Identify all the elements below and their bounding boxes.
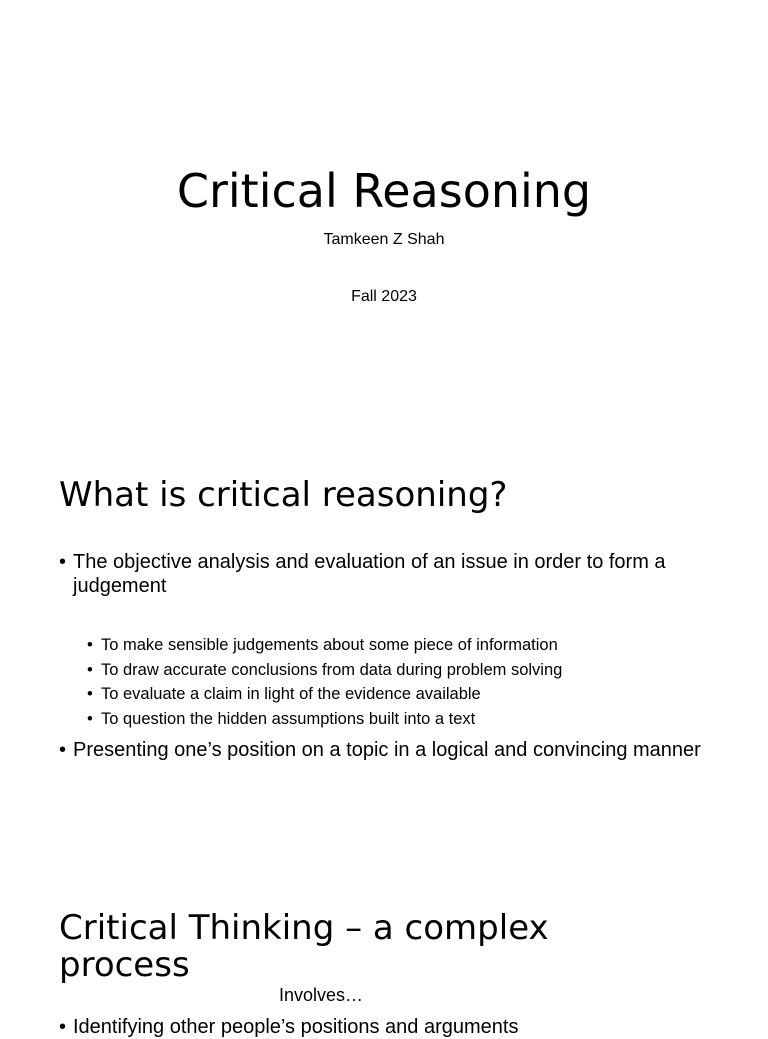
sub-bullet-text: To make sensible judgements about some piece of information: [101, 636, 558, 654]
bullet-item: [59, 1015, 713, 1039]
sub-bullet-text: To draw accurate conclusions from data during problem solving: [101, 661, 563, 679]
sub-bullet-text: To evaluate a claim in light of the evidence available: [101, 685, 481, 703]
bullet-text: Identifying other people’s positions and arguments: [73, 1016, 519, 1038]
presentation-title: Critical Reasoning: [176, 164, 592, 218]
bullet-marker: •: [59, 551, 67, 573]
slide-what-is-critical-reasoning: [0, 430, 768, 860]
author-name: Tamkeen Z Shah: [323, 231, 445, 248]
sub-bullet-item: [87, 684, 701, 704]
bullet-marker: •: [59, 739, 67, 761]
bullet-marker: •: [87, 636, 93, 654]
bullet-item: [59, 550, 713, 598]
slide-critical-thinking: [0, 860, 768, 1038]
intro-text: Involves…: [278, 985, 364, 1005]
sub-bullet-text: To question the hidden assumptions built into a text: [101, 710, 476, 728]
term-label: Fall 2023: [351, 288, 417, 305]
sub-bullet-item: [87, 635, 701, 655]
title-slide: [0, 0, 768, 430]
bullet-text: The objective analysis and evaluation of an issue in order to form a judgement: [73, 551, 666, 597]
sub-bullet-item: [87, 660, 701, 680]
bullet-marker: •: [87, 685, 93, 703]
slide-heading: Critical Thinking – a complex process: [59, 908, 549, 985]
slide-heading: What is critical reasoning?: [59, 475, 508, 515]
bullet-text: Presenting one’s position on a topic in a logical and convincing manner: [73, 739, 701, 761]
bullet-marker: •: [87, 661, 93, 679]
bullet-item: [59, 738, 713, 762]
bullet-marker: •: [87, 710, 93, 728]
bullet-marker: •: [59, 1016, 67, 1038]
sub-bullet-item: [87, 709, 701, 729]
